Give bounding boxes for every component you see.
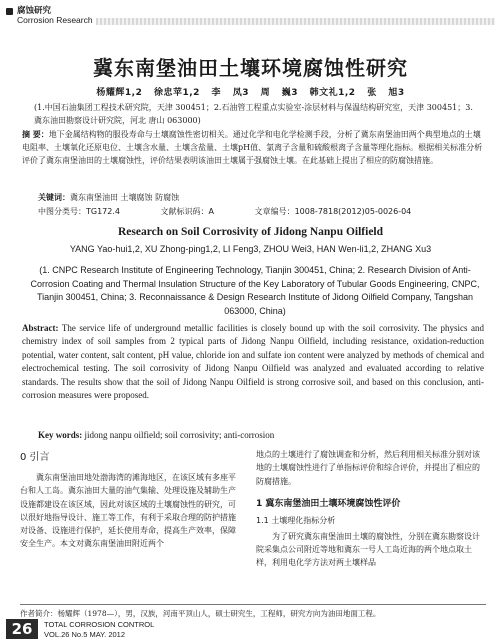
article-id: 文章编号：1008-7818(2012)05-0026-04 <box>254 207 412 216</box>
journal-name-en: Corrosion Research <box>17 15 93 25</box>
page-number: 26 <box>6 619 38 639</box>
footer-journal-name: TOTAL CORROSION CONTROL <box>44 620 155 629</box>
document-code: 文献标识码：A <box>160 207 215 216</box>
authors-cn: 杨耀辉1,2 徐忠苹1,2 李 凤3 周 巍3 韩文礼1,2 张 旭3 <box>96 88 405 98</box>
footer-volume: VOL.26 No.5 MAY. 2012 <box>44 630 126 639</box>
author-biography: 作者简介：杨耀辉（1978—），男，汉族，河南平顶山人，硕士研究生，工程师，研究方向为油田地面工程。 <box>20 604 486 619</box>
paper-title-en: Research on Soil Corrosivity of Jidong Nanpu Oilfield <box>117 226 384 238</box>
keywords-cn-label: 关键词： <box>38 193 70 202</box>
keywords-en-label: Key words: <box>38 430 83 440</box>
page-footer <box>0 619 501 644</box>
keywords-cn <box>38 192 179 203</box>
journal-header <box>6 4 495 30</box>
affiliations-en: (1. CNPC Research Institute of Engineering Technology, Tianjin 300451, China; 2. Research Division of Anti-Corrosion Coating and Thermal Insulation Structure of the Key Laboratory of Tubular Goods Engineering, CNPC, Tianjin 300451, China; 3. Reconnaissance & Design Research Institute of Jidong Oilfield Company, Tangshan 063000, China) <box>30 265 480 316</box>
section-0-paragraph-cont: 地点的土壤进行了腐蚀调查和分析，然后利用相关标准分别对该地的土壤腐蚀性进行了单指标评价和综合评价，并提出了相应的防腐措施。 <box>256 450 480 486</box>
paper-title-cn: 冀东南堡油田土壤环境腐蚀性研究 <box>93 56 408 80</box>
authors-en: YANG Yao-hui1,2, XU Zhong-ping1,2, LI Feng3, ZHOU Wei3, HAN Wen-li1,2, ZHANG Xu3 <box>69 244 432 254</box>
abstract-cn-text: 地下金属结构物的服役寿命与土壤腐蚀性密切相关。通过化学和电化学检测手段，分析了冀东南堡油田两个典型地点的土壤电阻率、土壤氧化还原电位、土壤含水量、土壤含盐量、土壤pH值、氯离子含量和硫酸根离子含量等理化指标。根据相关标准分析评价了冀东南堡油田的土壤腐蚀性，评价结果表明该油田土壤属于强腐蚀土壤。在此基础上提出了相应的防腐蚀措施。 <box>22 130 483 165</box>
abstract-cn <box>22 128 484 167</box>
keywords-en <box>38 430 274 440</box>
keywords-cn-text: 冀东南堡油田 土壤腐蚀 防腐蚀 <box>70 193 180 202</box>
right-column <box>256 448 486 570</box>
journal-name-cn: 腐蚀研究 <box>17 6 52 16</box>
section-1-heading: 1 冀东南堡油田土壤环境腐蚀性评价 <box>256 498 401 509</box>
clc-number: 中图分类号：TG172.4 <box>38 207 120 216</box>
left-column <box>20 448 240 551</box>
header-decorative-band <box>96 18 495 25</box>
section-1-1-paragraph: 为了研究冀东南堡油田土壤的腐蚀性，分别在冀东勘察设计院采集点公司附近等地和冀东一号人工岛近海的两个地点取土样，利用电化学方法对两土壤样品 <box>256 531 480 568</box>
section-0-paragraph: 冀东南堡油田地处渤海湾的滩海地区，在该区域有多座平台和人工岛。冀东油田大量的油气集输、处理设施及辅助生产设施都建设在该区域，因此对该区域的土壤腐蚀性的研究，可以很好地指导设计、施工等工作，有利于采取合理的防护措施对设备、设施进行保护，延长使用寿命，提高生产效率，保障安全生产。本文对冀东南堡油田附近两个 <box>20 473 236 549</box>
keywords-en-text: jidong nanpu oilfield; soil corrosivity; anti-corrosion <box>84 430 275 440</box>
abstract-cn-label: 摘 要： <box>22 130 49 139</box>
abstract-en-label: Abstract: <box>22 323 59 333</box>
affiliations-cn: (1.中国石油集团工程技术研究院，天津 300451；2.石油管工程重点实验室-涂层材料与保温结构研究室，天津 300451；3.冀东油田勘察设计研究院，河北 唐山 063000) <box>34 103 473 125</box>
abstract-en <box>22 322 484 402</box>
abstract-en-text: The service life of underground metallic facilities is closely bound up with the soil corrosivity. The physics and chemistry index of soil samples from 2 typical parts of Jidong Nanpu Oilfield, including resistance, oxidation-reduction potential, water content, salt content, pH value, chloride ion and sulfate ion content were analyzed by methods of chemical and electrochemical testing. The soil corrosivity of Jidong Nanpu Oilfield was analyzed and evaluated according to relative standards. The results show that the soil of Jidong Nanpu Oilfield is strong corrosive soil, and based on this conclusion, anti-corrosion measures were proposed. <box>22 323 484 401</box>
article-metadata <box>38 206 449 217</box>
journal-logo-icon <box>6 8 13 15</box>
section-1-1-heading: 1.1 土壤理化指标分析 <box>256 515 336 525</box>
section-0-heading: 0 引言 <box>20 452 50 463</box>
